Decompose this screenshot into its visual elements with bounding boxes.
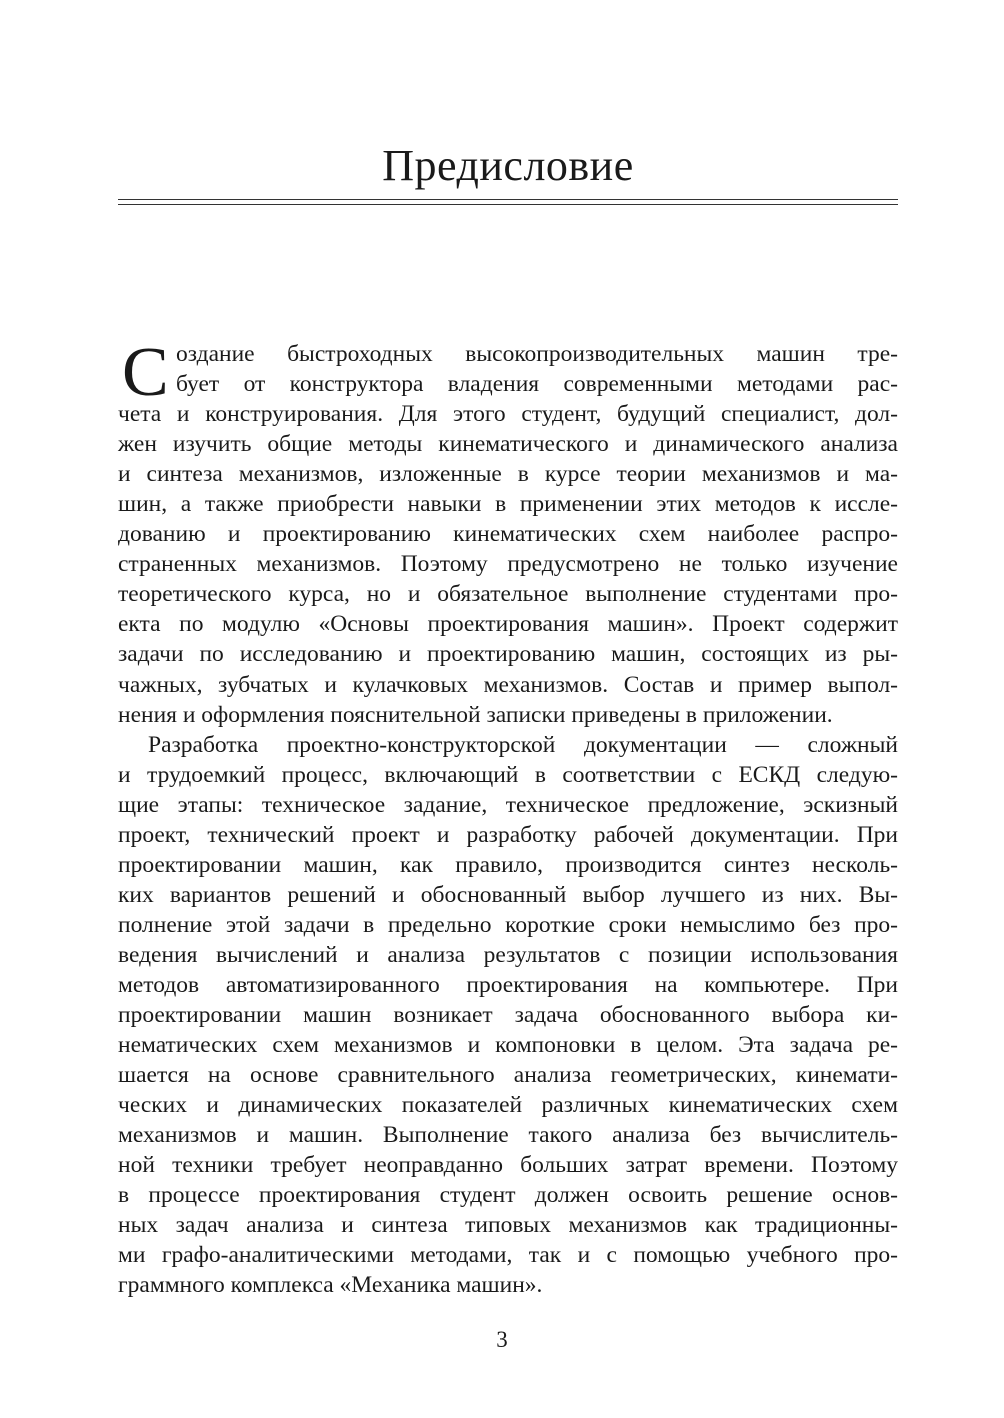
text-line: задачи по исследованию и проектированию машин, состоящих из ры- xyxy=(118,641,898,668)
text-line: методов автоматизированного проектирования на компьютере. При xyxy=(118,971,898,998)
page-title: Предисловие xyxy=(382,141,634,190)
text-line: чажных, зубчатых и кулачковых механизмов. Состав и пример выпол- xyxy=(118,671,898,698)
text-line: жен изучить общие методы кинематического и динамического анализа xyxy=(118,431,898,458)
drop-cap: С xyxy=(122,334,169,411)
text-line: екта по модулю «Основы проектирования машин». Проект содержит xyxy=(118,611,898,638)
paragraph-2 xyxy=(118,730,898,1301)
text-line: ческих и динамических показателей различных кинематических схем xyxy=(118,1092,898,1119)
text-line: механизмов и машин. Выполнение такого анализа без вычислитель- xyxy=(118,1122,898,1149)
text-line: граммного комплекса «Механика машин». xyxy=(118,1272,543,1299)
text-line: проект, технический проект и разработку рабочей документации. При xyxy=(118,821,898,848)
text-line: оздание быстроходных высокопроизводительных машин тре- xyxy=(176,341,898,367)
text-line: шается на основе сравнительного анализа геометрических, кинемати- xyxy=(118,1062,898,1089)
title-rule-top xyxy=(118,199,898,200)
text-line: нения и оформления пояснительной записки приведены в приложении. xyxy=(118,701,833,728)
text-line: Разработка проектно-конструкторской документации — сложный xyxy=(148,731,898,758)
text-line: ных задач анализа и синтеза типовых механизмов как традиционны- xyxy=(118,1212,898,1239)
text-line: чета и конструирования. Для этого студент, будущий специалист, дол- xyxy=(118,401,898,428)
text-line: ми графо-аналитическими методами, так и с помощью учебного про- xyxy=(118,1242,898,1269)
text-line: дованию и проектированию кинематических схем наиболее распро- xyxy=(118,521,898,548)
text-line: ведения вычислений и анализа результатов с позиции использования xyxy=(118,941,898,968)
text-line: ких вариантов решений и обоснованный выбор лучшего из них. Вы- xyxy=(118,881,898,908)
text-line: страненных механизмов. Поэтому предусмотрено не только изучение xyxy=(118,551,898,578)
text-line: теоретического курса, но и обязательное выполнение студентами про- xyxy=(118,581,898,608)
text-line: нематических схем механизмов и компоновки в целом. Эта задача ре- xyxy=(118,1032,898,1059)
text-line: и синтеза механизмов, изложенные в курсе теории механизмов и ма- xyxy=(118,461,898,488)
text-line: проектировании машин возникает задача обоснованного выбора ки- xyxy=(118,1002,898,1029)
text-line: ной техники требует неоправданно больших затрат времени. Поэтому xyxy=(118,1152,898,1179)
paragraph-1 xyxy=(118,334,898,730)
text-line: бует от конструктора владения современными методами рас- xyxy=(176,371,898,398)
title-rule-bottom xyxy=(118,204,898,205)
text-line: шин, а также приобрести навыки в применении этих методов к иссле- xyxy=(118,491,898,518)
page-number: 3 xyxy=(496,1327,508,1352)
text-line: и трудоемкий процесс, включающий в соответствии с ЕСКД следую- xyxy=(118,761,898,788)
text-line: в процессе проектирования студент должен освоить решение основ- xyxy=(118,1182,898,1209)
text-line: полнение этой задачи в предельно короткие сроки немыслимо без про- xyxy=(118,911,898,938)
text-line: щие этапы: техническое задание, техническое предложение, эскизный xyxy=(118,791,898,818)
body-text xyxy=(118,334,898,1301)
text-line: проектировании машин, как правило, производится синтез несколь- xyxy=(118,851,898,878)
